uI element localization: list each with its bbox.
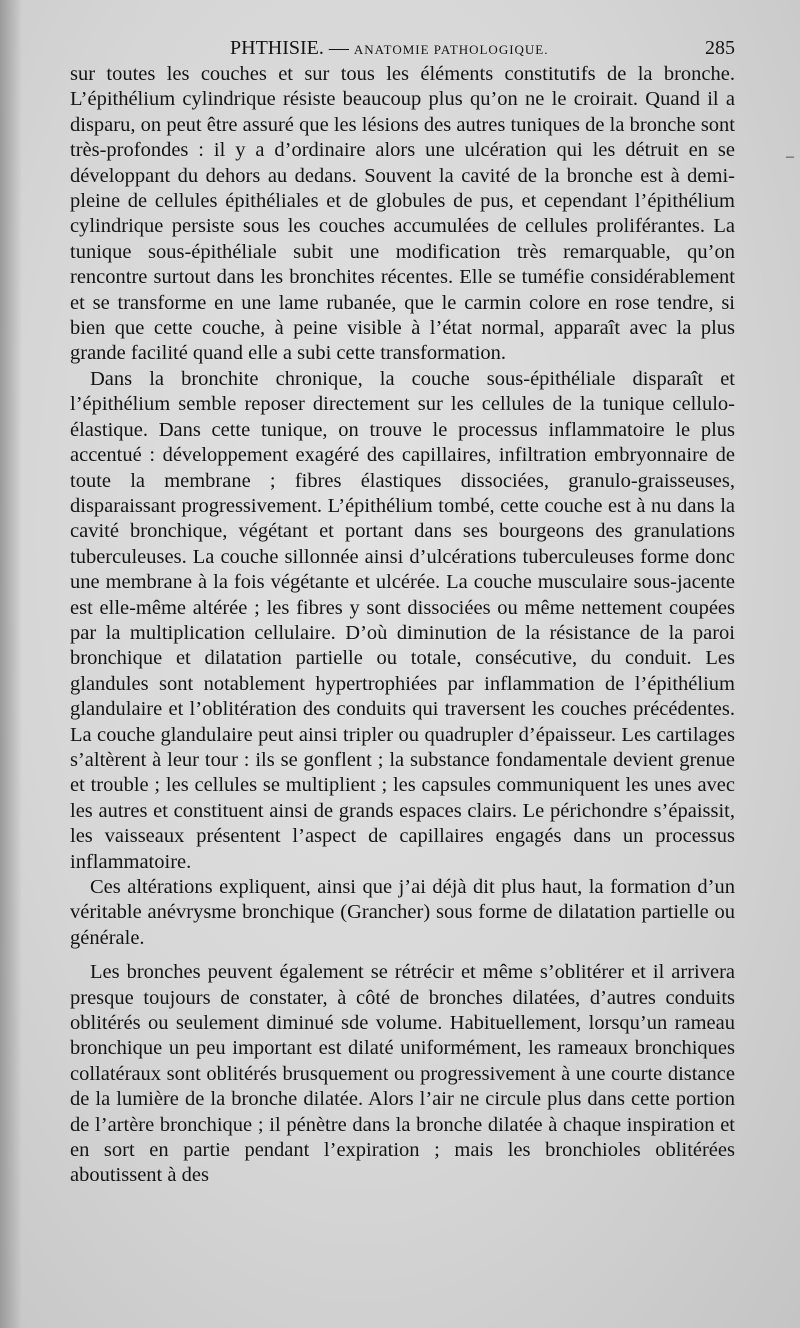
margin-mark: – <box>786 148 794 165</box>
chapter-title: PHTHISIE. <box>230 37 324 59</box>
body-text <box>70 62 735 1189</box>
paragraph: Les bronches peuvent également se rétrécir et même s’oblitérer et il arrivera presque toujours de constater, à côté de bronches dilatées, d’autres conduits oblitérés ou seulement diminué sde volume. Habituellement, lorsqu’un rameau bronchique un peu important est dilaté uniformément, les rameaux bronchiques collatéraux sont oblitérés brusquement ou progressivement à une courte distance de la lumière de la bronche dilatée. Alors l’air ne circule plus dans cette portion de l’artère bronchique ; il pénètre dans la bronche dilatée à chaque inspiration et en sort en partie pendant l’expiration ; mais les bronchioles oblitérées aboutissent à des <box>70 961 735 1187</box>
section-subtitle: ANATOMIE PATHOLOGIQUE. <box>353 42 549 57</box>
gutter-shadow <box>0 0 22 1328</box>
title-separator: — <box>328 37 349 59</box>
running-title <box>230 32 549 66</box>
paragraph: Ces altérations expliquent, ainsi que j’ai déjà dit plus haut, la formation d’un véritable anévrysme bronchique (Grancher) sous forme de dilatation partielle ou générale. <box>70 876 735 949</box>
paragraph-continued: sur toutes les couches et sur tous les éléments constitutifs de la bronche. L’épithélium cylindrique résiste beaucoup plus qu’on ne le croirait. Quand il a disparu, on peut être assuré que les lésions des autres tuniques de la bronche sont très-profondes : il y a d’ordinaire alors une ulcération qui les détruit en se développant du dehors au dedans. Souvent la cavité de la bronche est à demi-pleine de cellules épithéliales et de globules de pus, et cependant l’épithélium cylindrique persiste sous les couches accumulées de cellules proliférantes. La tunique sous-épithéliale subit une modification très remarquable, qu’on rencontre surtout dans les bronchites récentes. Elle se tuméfie considérablement et se transforme en une lame rubanée, que le carmin colore en rose tendre, si bien que cette couche, à peine visible à l’état normal, apparaît avec la plus grande facilité quand elle a subi cette transformation. <box>70 63 735 365</box>
running-head <box>70 32 735 64</box>
page-number: 285 <box>705 37 735 59</box>
paragraph: Dans la bronchite chronique, la couche sous-épithéliale disparaît et l’épithélium semble reposer directement sur les cellules de la tunique cellulo-élastique. Dans cette tunique, on trouve le processus inflammatoire le plus accentué : développement exagéré des capillaires, infiltration embryonnaire de toute la membrane ; fibres élastiques dissociées, granulo-graisseuses, disparaissant progressivement. L’épithélium tombé, cette couche est à nu dans la cavité bronchique, végétant et portant dans ses bourgeons des granulations tuberculeuses. La couche sillonnée ainsi d’ulcérations tuberculeuses forme donc une membrane à la fois végétante et ulcérée. La couche musculaire sous-jacente est elle-même altérée ; les fibres y sont dissociées ou même nettement coupées par la multiplication cellulaire. D’où diminution de la résistance de la paroi bronchique et dilatation partielle ou totale, consécutive, du conduit. Les glandules sont notablement hypertrophiées par inflammation de l’épithélium glandulaire et l’oblitération des conduits qui traversent les couches précédentes. La couche glandulaire peut ainsi tripler ou quadrupler d’épaisseur. Les cartilages s’altèrent à leur tour : ils se gonflent ; la substance fondamentale devient grenue et trouble ; les cellules se multiplient ; les capsules communiquent les unes avec les autres et constituent ainsi de grands espaces clairs. Le périchondre s’épaissit, les vaisseaux présentent l’aspect de capillaires engagés dans un processus inflammatoire. <box>70 367 735 873</box>
